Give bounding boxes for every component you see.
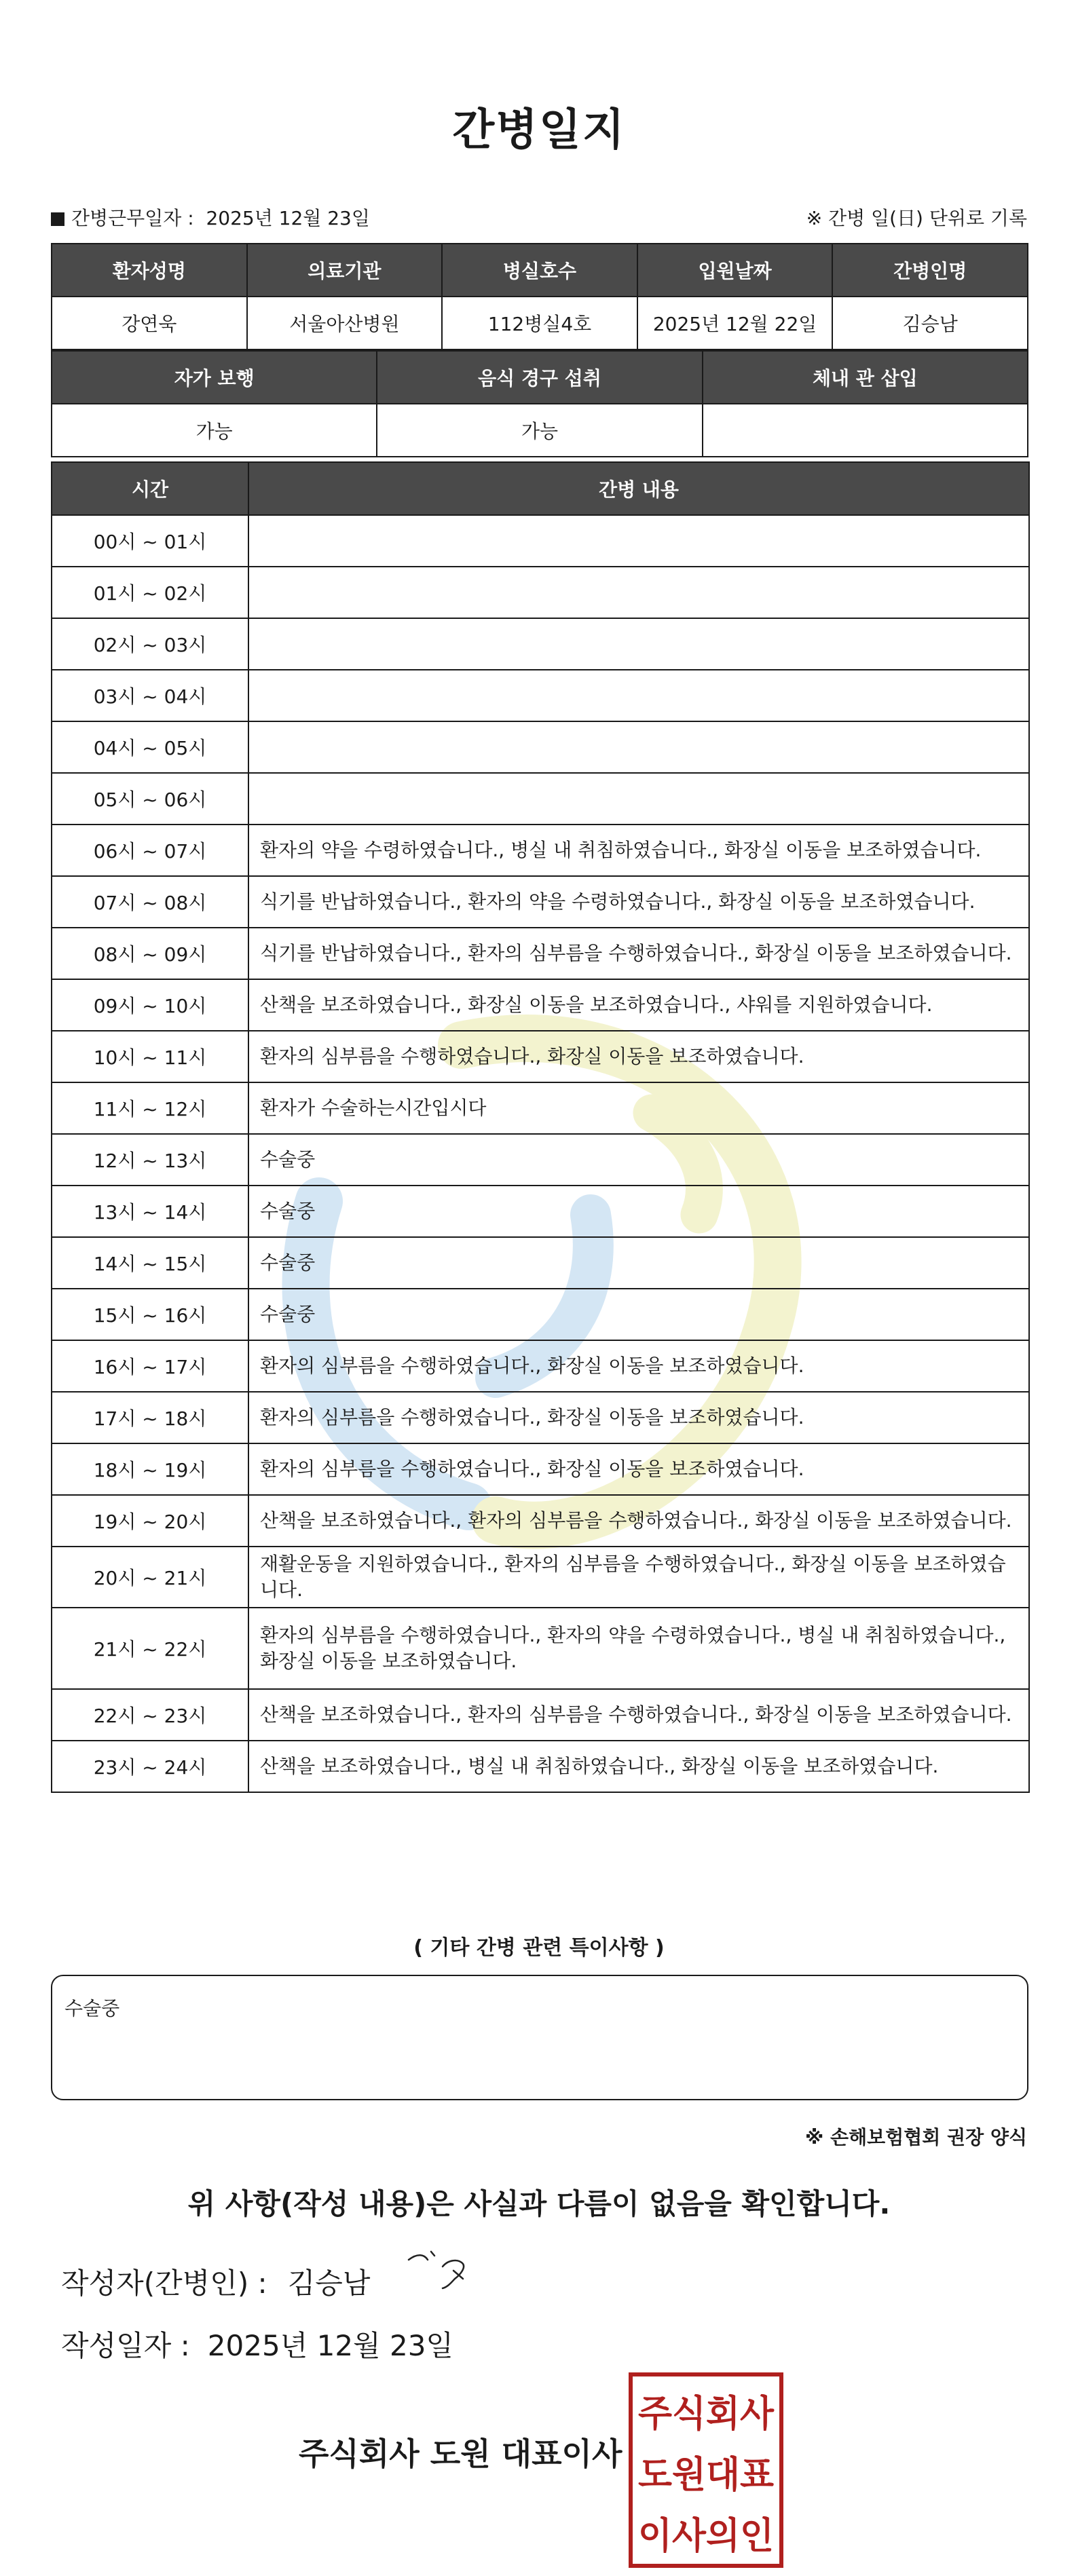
care-content: 수술중 [248,1186,1029,1237]
table-row [52,1608,1029,1689]
write-date-value: 2025년 12월 23일 [207,2329,453,2362]
care-content: 환자의 심부름을 수행하였습니다., 화장실 이동을 보조하였습니다. [248,1340,1029,1392]
time-slot: 13시 ~ 14시 [52,1186,248,1237]
time-slot: 06시 ~ 07시 [52,825,248,876]
caregiver-name: 김승남 [832,297,1028,349]
time-slot: 10시 ~ 11시 [52,1031,248,1082]
care-content [248,670,1029,721]
notes-title: ( 기타 간병 관련 특이사항 ) [413,1936,665,1960]
care-content: 수술중 [248,1134,1029,1186]
care-content [248,618,1029,670]
table-row [52,979,1029,1031]
care-content: 산책을 보조하였습니다., 환자의 심부름을 수행하였습니다., 화장실 이동을 보조하였습니다. [248,1689,1029,1741]
table-row [52,1443,1029,1495]
self-walking-value: 가능 [52,404,377,457]
notes-content: 수술중 [64,1997,120,2020]
table-row [52,1186,1029,1237]
table-row [52,1237,1029,1289]
work-date-value: 2025년 12월 23일 [206,207,370,229]
header-self-walking: 자가 보행 [52,351,377,404]
table-row [52,721,1029,773]
writer-row [61,2261,370,2302]
care-log-table [51,461,1030,1793]
table-row [52,1134,1029,1186]
care-content [248,773,1029,825]
time-slot: 01시 ~ 02시 [52,567,248,618]
header-tube-insertion: 체내 관 삽입 [703,351,1028,404]
table-row [52,773,1029,825]
care-content: 산책을 보조하였습니다., 병실 내 취침하였습니다., 화장실 이동을 보조하였습니다. [248,1741,1029,1792]
patient-info-table [51,243,1028,350]
care-content: 수술중 [248,1289,1029,1340]
table-row [52,618,1029,670]
write-date-row [61,2324,453,2364]
recommend-note: ※ 손해보험협회 권장 양식 [805,2126,1027,2148]
time-slot: 20시 ~ 21시 [52,1547,248,1608]
table-row [52,1547,1029,1608]
admission-date: 2025년 12월 22일 [637,297,833,349]
time-slot: 19시 ~ 20시 [52,1495,248,1547]
table-row [52,928,1029,979]
time-slot: 02시 ~ 03시 [52,618,248,670]
header-admission-date: 입원날짜 [637,244,833,297]
company-signature-line: 주식회사 도원 대표이사 [299,2436,622,2472]
care-content: 식기를 반납하였습니다., 환자의 약을 수령하였습니다., 화장실 이동을 보조하였습니다. [248,876,1029,928]
table-row [52,1495,1029,1547]
care-content: 환자가 수술하는시간입시다 [248,1082,1029,1134]
work-date-row [51,204,370,231]
time-slot: 21시 ~ 22시 [52,1608,248,1689]
table-row [52,1289,1029,1340]
time-slot: 03시 ~ 04시 [52,670,248,721]
care-content [248,567,1029,618]
table-row [52,1741,1029,1792]
header-oral-intake: 음식 경구 섭취 [377,351,702,404]
confirm-statement: 위 사항(작성 내용)은 사실과 다름이 없음을 확인합니다. [187,2187,891,2220]
table-row [52,670,1029,721]
care-content: 환자의 심부름을 수행하였습니다., 화장실 이동을 보조하였습니다. [248,1392,1029,1443]
header-care-content: 간병 내용 [248,462,1029,515]
care-log-body [52,515,1029,1792]
writer-name: 김승남 [287,2267,371,2300]
room-number: 112병실4호 [442,297,637,349]
time-slot: 05시 ~ 06시 [52,773,248,825]
time-slot: 17시 ~ 18시 [52,1392,248,1443]
square-bullet-icon [51,212,64,226]
time-slot: 16시 ~ 17시 [52,1340,248,1392]
table-row [52,1340,1029,1392]
writer-label: 작성자(간병인) : [61,2267,267,2300]
care-content: 환자의 심부름을 수행하였습니다., 화장실 이동을 보조하였습니다. [248,1031,1029,1082]
page-title: 간병일지 [452,105,626,155]
header-hospital: 의료기관 [247,244,443,297]
record-note: ※ 간병 일(日) 단위로 기록 [806,207,1027,229]
table-row [52,1031,1029,1082]
care-content: 산책을 보조하였습니다., 환자의 심부름을 수행하였습니다., 화장실 이동을 보조하였습니다. [248,1495,1029,1547]
header-room: 병실호수 [442,244,637,297]
time-slot: 00시 ~ 01시 [52,515,248,567]
time-slot: 07시 ~ 08시 [52,876,248,928]
company-seal-stamp [628,2372,784,2569]
care-content: 식기를 반납하였습니다., 환자의 심부름을 수행하였습니다., 화장실 이동을 보조하였습니다. [248,928,1029,979]
time-slot: 11시 ~ 12시 [52,1082,248,1134]
care-content [248,721,1029,773]
time-slot: 09시 ~ 10시 [52,979,248,1031]
work-date-label: 간병근무일자 : [71,207,194,229]
table-row [52,876,1029,928]
time-slot: 04시 ~ 05시 [52,721,248,773]
time-slot: 08시 ~ 09시 [52,928,248,979]
time-slot: 14시 ~ 15시 [52,1237,248,1289]
hospital-name: 서울아산병원 [247,297,443,349]
svg-text:이사의인: 이사의인 [638,2514,774,2557]
care-content: 환자의 심부름을 수행하였습니다., 환자의 약을 수령하였습니다., 병실 내 취침하였습니다., 화장실 이동을 보조하였습니다. [248,1608,1029,1689]
time-slot: 18시 ~ 19시 [52,1443,248,1495]
notes-box [51,1975,1028,2100]
time-slot: 15시 ~ 16시 [52,1289,248,1340]
table-row [52,1392,1029,1443]
header-time: 시간 [52,462,248,515]
care-content: 환자의 약을 수령하였습니다., 병실 내 취침하였습니다., 화장실 이동을 보조하였습니다. [248,825,1029,876]
write-date-label: 작성일자 : [61,2329,190,2362]
patient-name: 강연욱 [52,297,247,349]
table-row [52,567,1029,618]
table-row [52,1082,1029,1134]
header-caregiver: 간병인명 [832,244,1028,297]
time-slot: 23시 ~ 24시 [52,1741,248,1792]
handwritten-signature [401,2239,489,2300]
table-row [52,825,1029,876]
care-content: 환자의 심부름을 수행하였습니다., 화장실 이동을 보조하였습니다. [248,1443,1029,1495]
header-patient-name: 환자성명 [52,244,247,297]
time-slot: 22시 ~ 23시 [52,1689,248,1741]
oral-intake-value: 가능 [377,404,702,457]
svg-text:도원대표: 도원대표 [638,2453,774,2496]
table-row [52,515,1029,567]
care-content: 재활운동을 지원하였습니다., 환자의 심부름을 수행하였습니다., 화장실 이동을 보조하였습니다. [248,1547,1029,1608]
tube-insertion-value [703,404,1028,457]
care-content: 수술중 [248,1237,1029,1289]
svg-text:주식회사: 주식회사 [638,2392,775,2435]
time-slot: 12시 ~ 13시 [52,1134,248,1186]
patient-status-table [51,350,1028,457]
table-row [52,1689,1029,1741]
care-content: 산책을 보조하였습니다., 화장실 이동을 보조하였습니다., 샤워를 지원하였습니다. [248,979,1029,1031]
care-content [248,515,1029,567]
